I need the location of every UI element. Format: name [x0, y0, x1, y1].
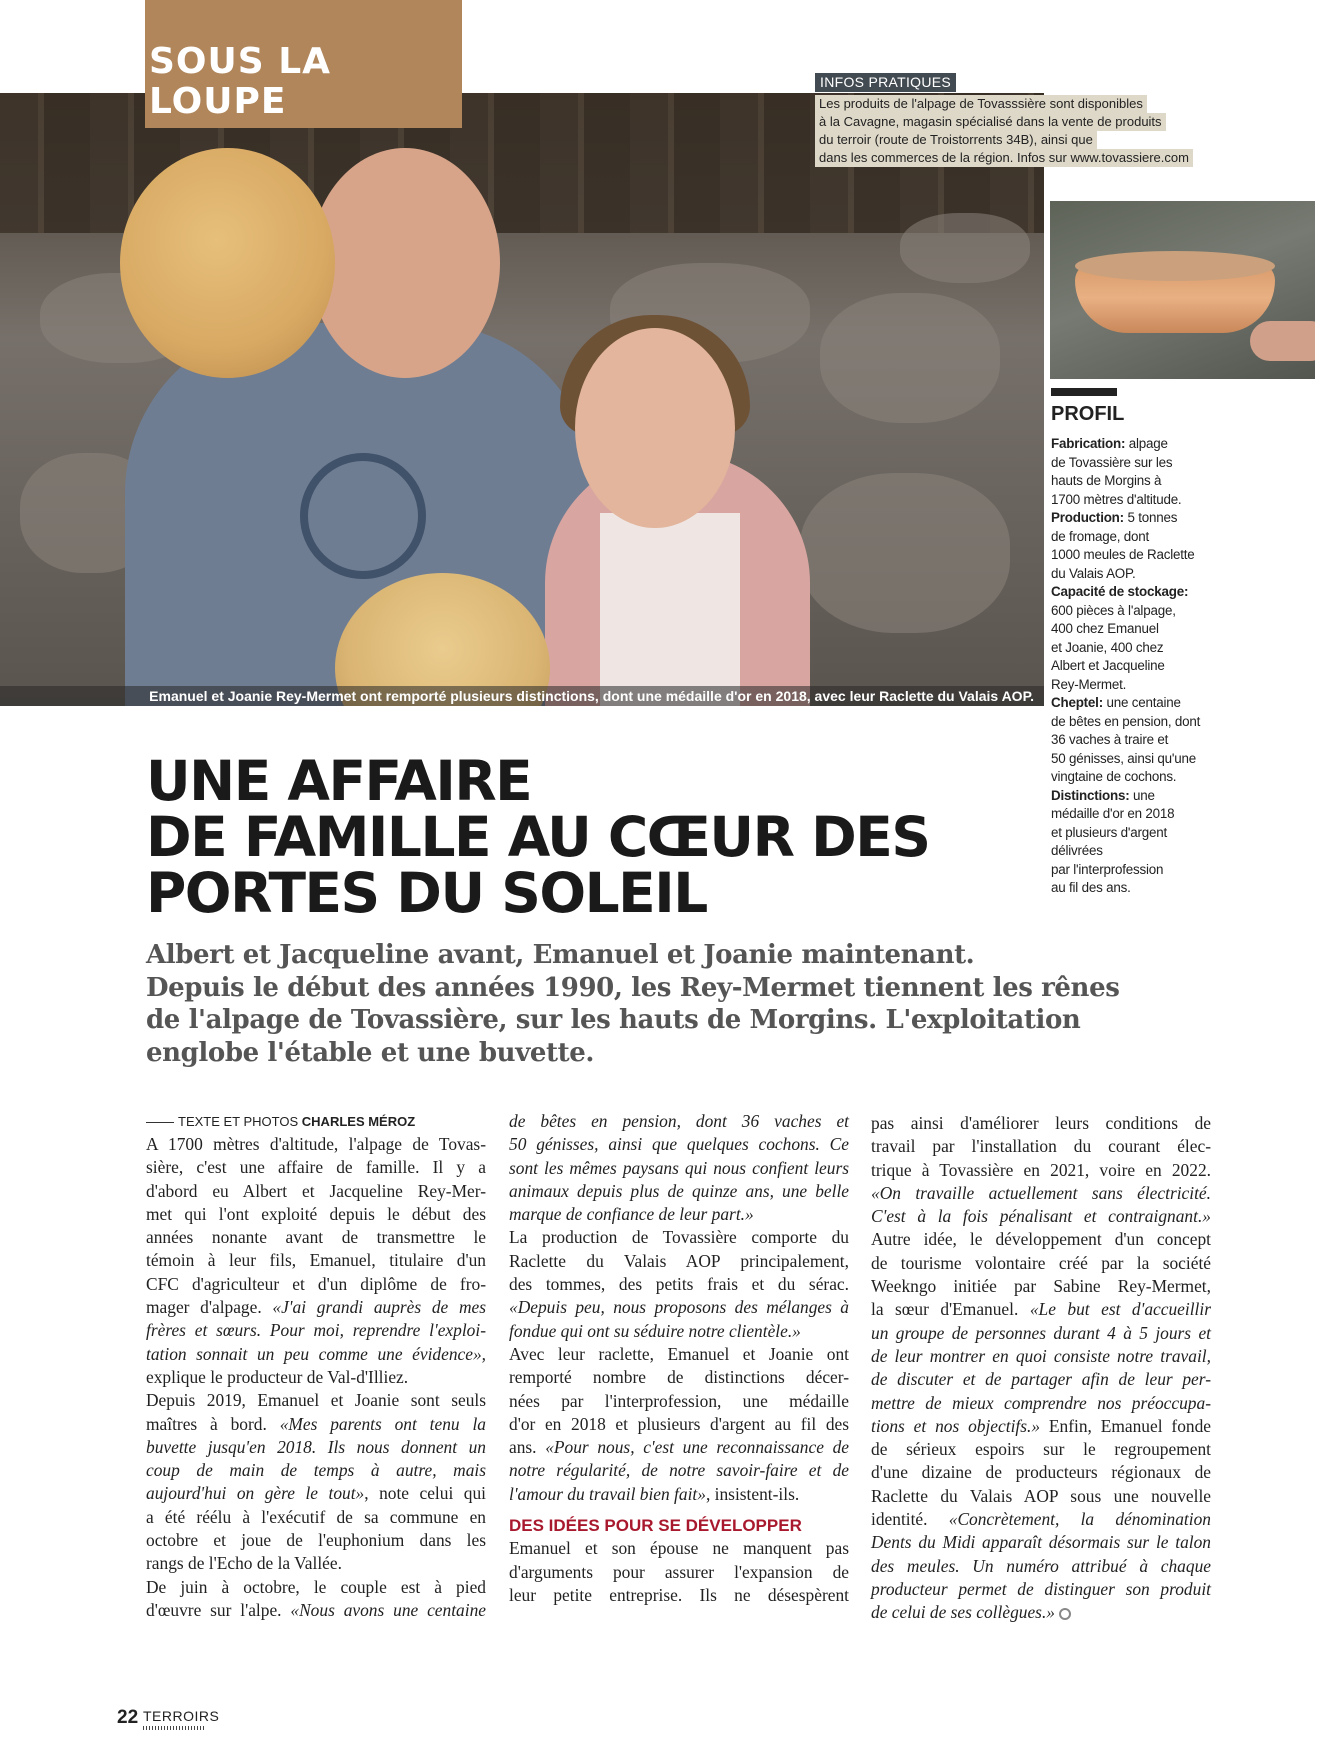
hand	[1250, 321, 1315, 361]
author: CHARLES MÉROZ	[301, 1114, 416, 1129]
infos-line: à la Cavagne, magasin spécialisé dans la vente de produits	[815, 113, 1166, 131]
main-photo	[0, 93, 1044, 706]
profil-line: 400 chez Emanuel	[1051, 621, 1159, 636]
profil-label: Fabrication:	[1051, 436, 1126, 451]
profil-line: délivrées	[1051, 843, 1103, 858]
photo-woman-shirt	[600, 513, 740, 706]
profil-line: hauts de Morgins à	[1051, 473, 1162, 488]
section-tag: SOUS LA LOUPE	[149, 41, 332, 122]
photo-woman-head	[575, 328, 735, 528]
profil-line: Albert et Jacqueline	[1051, 658, 1165, 673]
profil-label: Production:	[1051, 510, 1124, 525]
cheese-mould-photo	[1050, 201, 1315, 379]
headline-line: UNE AFFAIRE	[146, 749, 532, 813]
lead-line: englobe l'étable et une buvette.	[146, 1037, 595, 1068]
profil-line: du Valais AOP.	[1051, 565, 1136, 581]
profil-line: 50 génisses, ainsi qu'une	[1051, 750, 1196, 766]
profil-line: de bêtes en pension, dont	[1051, 713, 1201, 729]
magazine-rule	[143, 1726, 206, 1730]
lead-line: Depuis le début des années 1990, les Rey-Mermet tiennent les rênes	[146, 972, 1120, 1003]
profil-item: Distinctions: une	[1051, 787, 1155, 803]
profil-line: et Joanie, 400 chez	[1051, 639, 1164, 655]
profil-item: Cheptel: une centaine	[1051, 695, 1181, 710]
profil-line: 36 vaches à traire et	[1051, 732, 1169, 747]
mammoth-logo-icon	[300, 453, 426, 579]
profil-line: de fromage, dont	[1051, 528, 1150, 544]
end-of-article-icon	[1059, 1608, 1071, 1620]
section-tab	[145, 0, 462, 128]
profil-line: au fil des ans.	[1051, 880, 1131, 895]
cheese-mould-rim	[1075, 251, 1275, 281]
infos-label: INFOS PRATIQUES	[815, 73, 956, 92]
profil-label: Capacité de stockage:	[1051, 584, 1189, 599]
profil-rule	[1051, 388, 1117, 396]
headline-line: PORTES DU SOLEIL	[146, 861, 707, 925]
infos-line: du terroir (route de Troistorrents 34B), ainsi que	[815, 131, 1097, 149]
infos-line: Les produits de l'alpage de Tovasssière sont disponibles	[815, 95, 1147, 113]
profil-line: 1700 mètres d'altitude.	[1051, 491, 1182, 507]
photo-caption: Emanuel et Joanie Rey-Mermet ont remporté plusieurs distinctions, dont une médaille d'or en 2018, avec leur Raclette du Valais AOP.	[0, 686, 1044, 706]
profil-label: Cheptel:	[1051, 695, 1103, 710]
profil-line: et plusieurs d'argent	[1051, 824, 1167, 840]
profil-line: de Tovassière sur les	[1051, 454, 1173, 470]
infos-line: dans les commerces de la région. Infos sur www.tovassiere.com	[815, 149, 1193, 167]
headline-line: DE FAMILLE AU CŒUR DES	[146, 805, 930, 869]
byline: TEXTE ET PHOTOS CHARLES MÉROZ	[146, 1110, 486, 1133]
lead-line: de l'alpage de Tovassière, sur les hauts de Morgins. L'exploitation	[146, 1005, 1081, 1035]
profil-line: vingtaine de cochons.	[1051, 769, 1177, 784]
photo-man-head	[310, 148, 500, 378]
profil-label: Distinctions:	[1051, 787, 1130, 803]
cheese-wheel-1	[120, 148, 335, 378]
lead-line: Albert et Jacqueline avant, Emanuel et Joanie maintenant.	[146, 940, 975, 970]
profil-line: 1000 meules de Raclette	[1051, 547, 1195, 562]
lead-paragraph	[146, 939, 1120, 1069]
profil-title: PROFIL	[1051, 403, 1125, 425]
profil-item: Fabrication: alpage	[1051, 436, 1168, 451]
profil-box	[1051, 435, 1216, 898]
profil-item: Production: 5 tonnes	[1051, 510, 1178, 525]
profil-line: 600 pièces à l'alpage,	[1051, 602, 1176, 618]
magazine-name: TERROIRS	[143, 1708, 220, 1724]
headline	[146, 749, 1046, 925]
page-number: 22	[117, 1707, 139, 1728]
profil-line: Rey-Mermet.	[1051, 676, 1127, 692]
profil-item	[1051, 583, 1216, 602]
profil-line: par l'interprofession	[1051, 861, 1164, 877]
column-2: de bêtes en pension, dont 36 vaches et 50 génisses, ainsi que quelques cochons. Ce sont les mêmes paysans qui nous confient leurs animaux depuis plus de quinze ans, une belle marque de confiance de leur part.» La production de Tovassière comporte du Raclette du Valais AOP principalement, des tommes, des petits frais et du sérac. «Depuis peu, nous proposons des mélanges à fondue qui ont su séduire notre clientèle.» Avec leur raclette, Emanuel et Joanie ont remporté nombre de distinctions décer- nées par l'interprofession, une médaille d'or en 2018 et plusieurs d'argent au fil des ans. «Pour nous, c'est une reconnaissance de notre régularité, de notre savoir-faire et de l'amour du travail bien fait», insistent-ils. DES IDÉES POUR SE DÉVELOPPER Emanuel et son épouse ne manquent pas d'arguments pour assurer l'expansion de leur petite entreprise. Ils ne désespèrent	[509, 1111, 849, 1605]
subheading: DES IDÉES POUR SE DÉVELOPPER	[509, 1516, 802, 1536]
column-1: TEXTE ET PHOTOS CHARLES MÉROZ A 1700 mètres d'altitude, l'alpage de Tovas- sière, c'est une affaire de famille. Il y a d'abord eu Albert et Jacqueline Rey-Mer- met qui l'ont exploité depuis le début des années nonante avant de transmettre le témoin à leur fils, Emanuel, titulaire d'un CFC d'agriculteur et d'un diplôme de fro- mager d'alpage. «J'ai grandi auprès de mes frères et sœurs. Pour moi, reprendre l'exploi- tation sonnait un peu comme une évidence», explique le producteur de Val-d'Illiez. Depuis 2019, Emanuel et Joanie sont seuls maîtres à bord. «Mes parents ont tenu la buvette jusqu'en 2018. Ils nous donnent un coup de main de temps à autre, mais aujourd'hui on gère le tout», note celui qui a été réélu à l'exécutif de sa commune en octobre et joue de l'euphonium dans les rangs de l'Echo de la Vallée. De juin à octobre, le couple est à pied d'œuvre sur l'alpe. «Nous avons une centaine	[146, 1110, 486, 1622]
column-3: pas ainsi d'améliorer leurs conditions de travail par l'installation du courant élec- trique à Tovassière en 2021, voire en 2022. «On travaille actuellement sans électricité. C'est à la fois pénalisant et contraignant.» Autre idée, le développement d'un concept de tourisme volontaire créé par la société Weekngo initiée par Sabine Rey-Mermet, la sœur d'Emanuel. «Le but est d'accueillir un groupe de personnes durant 4 à 5 jours et de leur montrer en quoi consiste notre travail, de discuter et de partager afin de leur per- mettre de mieux comprendre nos préoccupa- tions et nos objectifs.» Enfin, Emanuel fonde de sérieux espoirs sur le regroupement d'une dizaine de producteurs régionaux de Raclette du Valais AOP sous une nouvelle identité. «Concrètement, la dénomination Dents du Midi apparaît désormais sur le talon des meules. Un numéro attribué à chaque producteur permet de distinguer son produit de celui de ses collègues.»	[871, 1113, 1212, 1623]
profil-line: médaille d'or en 2018	[1051, 806, 1175, 821]
